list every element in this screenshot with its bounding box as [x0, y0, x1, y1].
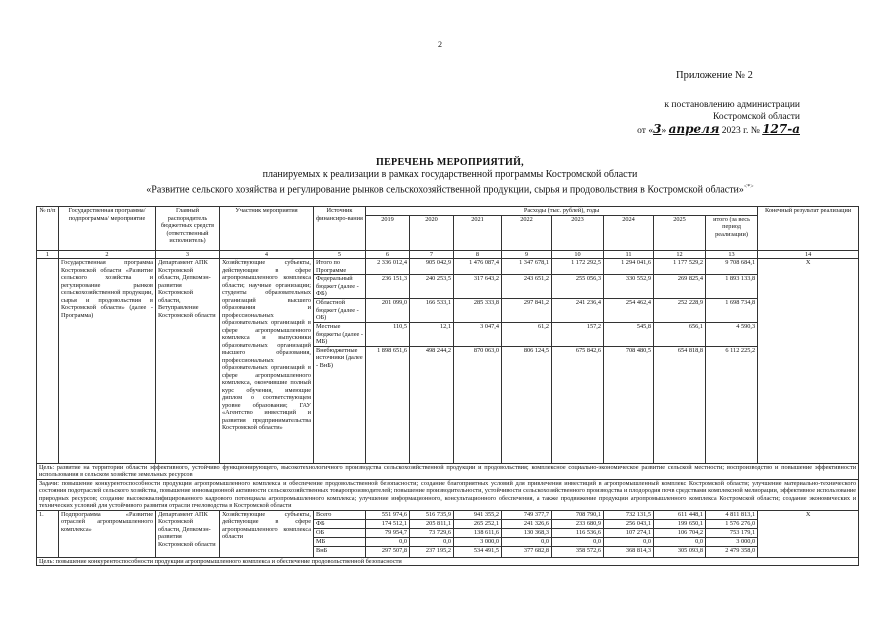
expense-value: 806 124,5 [502, 346, 552, 463]
header-result: Конечный результат реализации [758, 207, 859, 251]
expense-value: 241 236,4 [552, 299, 604, 323]
expense-value: 708 480,5 [604, 346, 654, 463]
title-line-3 [70, 181, 830, 196]
expense-value: 205 811,1 [410, 519, 454, 528]
decree-reference [600, 99, 800, 137]
header-year: 2019 [366, 215, 410, 250]
expense-value: 157,2 [552, 323, 604, 347]
expense-value: 1 698 734,8 [706, 299, 758, 323]
expense-value: 1 347 678,1 [502, 259, 552, 275]
expense-value: 174 512,1 [366, 519, 410, 528]
tasks-row [37, 479, 859, 510]
expense-value: 240 253,5 [410, 275, 454, 299]
expense-value: 79 954,7 [366, 528, 410, 537]
column-number: 4 [220, 250, 314, 259]
expense-value: 377 682,8 [502, 546, 552, 557]
row-number [37, 259, 59, 464]
expense-value: 269 825,4 [654, 275, 706, 299]
header-year: 2021 [454, 215, 502, 250]
header-num: № п/п [37, 207, 59, 251]
measures-table [36, 206, 859, 566]
header-manager: Главный распорядитель бюджетных средств (ответственный исполнитель) [156, 207, 220, 251]
source-row [37, 259, 859, 275]
header-source: Источник финансиро-вания [314, 207, 366, 251]
expense-value: 4 590,3 [706, 323, 758, 347]
header-year: 2024 [604, 215, 654, 250]
title-line-1: ПЕРЕЧЕНЬ МЕРОПРИЯТИЙ, [376, 157, 524, 168]
expense-value: 61,2 [502, 323, 552, 347]
source-label: Федеральный бюджет (далее - ФБ) [314, 275, 366, 299]
column-number: 7 [410, 250, 454, 259]
expense-value: 516 735,9 [410, 510, 454, 519]
expense-value: 297 841,2 [502, 299, 552, 323]
row-participant: Хозяйствующие субъекты, действующие в сфере агропромышленного комплекса области; научные организации; студенты образовательных организаций высшего образования и профессиональных образовательных организаций в сфере агропромышленного комплекса и выпускники образовательных организаций высшего образования, профессиональных образовательных организаций в сфере агропромышленного комплекса, окончившие полный курс обучения, имеющие диплом о соответствующем уровне образования; ГАУ «Агентство инвестиций и развития предпринимательства Костромской области» [220, 259, 314, 464]
expense-value: 1 177 529,2 [654, 259, 706, 275]
row-name: Подпрограмма «Развитие отраслей агропромышленного комплекса» [59, 510, 156, 557]
decree-date-line [600, 123, 800, 137]
expense-value: 0,0 [654, 537, 706, 546]
expense-value: 4 811 813,1 [706, 510, 758, 519]
expense-value: 12,1 [410, 323, 454, 347]
expense-value: 256 043,1 [604, 519, 654, 528]
expense-value: 73 729,6 [410, 528, 454, 537]
column-number: 13 [706, 250, 758, 259]
expense-value: 0,0 [604, 537, 654, 546]
column-number: 8 [454, 250, 502, 259]
source-label: ФБ [314, 519, 366, 528]
expense-value: 1 576 276,0 [706, 519, 758, 528]
expense-value: 243 651,2 [502, 275, 552, 299]
expense-value: 110,5 [366, 323, 410, 347]
expense-value: 0,0 [552, 537, 604, 546]
expense-value: 237 195,2 [410, 546, 454, 557]
expense-value: 0,0 [410, 537, 454, 546]
expense-value: 107 274,1 [604, 528, 654, 537]
column-number: 6 [366, 250, 410, 259]
expense-value: 534 491,5 [454, 546, 502, 557]
handwritten-day: 3 [653, 122, 662, 136]
decree-line-2: Костромской области [713, 112, 800, 122]
source-row [37, 510, 859, 519]
expense-value: 498 244,2 [410, 346, 454, 463]
column-number: 10 [552, 250, 604, 259]
expense-value: 138 611,6 [454, 528, 502, 537]
header-total: итого (за весь период реализации) [706, 215, 758, 250]
column-number: 11 [604, 250, 654, 259]
expense-value: 241 326,6 [502, 519, 552, 528]
source-label: Всего [314, 510, 366, 519]
expense-value: 106 704,2 [654, 528, 706, 537]
source-label: МБ [314, 537, 366, 546]
expense-value: 0,0 [502, 537, 552, 546]
appendix-label: Приложение № 2 [676, 70, 753, 81]
date-prefix: от « [637, 126, 654, 136]
expense-value: 551 974,6 [366, 510, 410, 519]
expense-value: 236 151,3 [366, 275, 410, 299]
row-name: Государственная программа Костромской области «Развитие сельского хозяйства и регулирование рынков сельскохозяйственной продукции, сырья и продовольствия в Костромской области» (далее - Программа) [59, 259, 156, 464]
header-year: 2023 [552, 215, 604, 250]
expense-value: 732 131,5 [604, 510, 654, 519]
column-number: 1 [37, 250, 59, 259]
expense-value: 545,8 [604, 323, 654, 347]
expense-value: 9 708 684,1 [706, 259, 758, 275]
handwritten-month: апреля [668, 122, 720, 136]
source-label: Местные бюджеты (далее - МБ) [314, 323, 366, 347]
expense-value: 305 093,8 [654, 546, 706, 557]
header-year: 2025 [654, 215, 706, 250]
handwritten-number: 127-а [762, 122, 800, 136]
title-line-2: планируемых к реализации в рамках государственной программы Костромской области [262, 169, 638, 180]
column-number: 14 [758, 250, 859, 259]
expense-value: 116 536,6 [552, 528, 604, 537]
expense-value: 611 448,1 [654, 510, 706, 519]
expense-value: 3 047,4 [454, 323, 502, 347]
expense-value: 941 355,2 [454, 510, 502, 519]
expense-value: 199 650,1 [654, 519, 706, 528]
expense-value: 255 056,3 [552, 275, 604, 299]
expense-value: 233 680,9 [552, 519, 604, 528]
header-program: Государственная программа/подпрограмма/ мероприятие [59, 207, 156, 251]
program-title: «Развитие сельского хозяйства и регулирование рынков сельскохозяйственной продукции, сырья и продовольствия в Костромской области» [146, 184, 744, 196]
source-label: Областной бюджет (далее - ОБ) [314, 299, 366, 323]
goal-text: Цель: развитие на территории области эффективного, устойчиво функционирующего, высокотехнологичного производства сельскохозяйственной продукции и продовольствия; комплексное социально-экономическое развитие сельской местности; воспроизводство и повышение эффективности использования в сельском хозяйстве земельных ресурсов [37, 463, 859, 479]
row-number: 1. [37, 510, 59, 557]
header-year: 2020 [410, 215, 454, 250]
footnote-mark: <*> [743, 184, 754, 190]
expense-value: 358 572,6 [552, 546, 604, 557]
header-participant: Участник мероприятия [220, 207, 314, 251]
expense-value: 6 112 225,2 [706, 346, 758, 463]
goal-row [37, 463, 859, 479]
expense-value: 870 063,0 [454, 346, 502, 463]
column-number: 3 [156, 250, 220, 259]
expense-value: 1 893 133,8 [706, 275, 758, 299]
column-numbers-row [37, 250, 859, 259]
expense-value: 3 000,0 [706, 537, 758, 546]
expense-value: 2 479 358,0 [706, 546, 758, 557]
expense-value: 2 336 012,4 [366, 259, 410, 275]
page-number: 2 [438, 40, 442, 49]
expense-value: 0,0 [366, 537, 410, 546]
tasks-text: Задачи: повышение конкурентоспособности продукции агропромышленного комплекса и обеспечение продовольственной безопасности; создание благоприятных условий для привлечения инвестиций в агропромышленный комплекс Костромской области; улучшение материально-технического состояния подотраслей сельского хозяйства, повышение инновационной активности сельскохозяйственных товаропроизводителей; повышение производительности, устойчивости сельскохозяйственного производства и плодородия почв средствами комплексной мелиорации, эффективное использование природных ресурсов; создание высококвалифицированного кадрового потенциала агропромышленного комплекса; улучшение информационного, консультационного обеспечения, а также продвижение продукции агропромышленного комплекса Костромской области; создание экономических и технических условий для устойчивого развития отрасли пчеловодства в Костромской области [37, 479, 859, 510]
expense-value: 1 172 292,5 [552, 259, 604, 275]
expense-value: 166 533,1 [410, 299, 454, 323]
row-manager: Департамент АПК Костромской области, Депкомэн-развития Костромской области [156, 510, 220, 557]
expense-value: 708 790,1 [552, 510, 604, 519]
column-number: 2 [59, 250, 156, 259]
expense-value: 368 814,3 [604, 546, 654, 557]
source-label: Внебюджетные источники (далее - ВнБ) [314, 346, 366, 463]
subprogram-goal-row [37, 557, 859, 566]
expense-value: 130 368,3 [502, 528, 552, 537]
row-manager: Департамент АПК Костромской области, Депкомэн-развития Костромской области, Ветуправление Костромской области [156, 259, 220, 464]
decree-line-1: к постановлению администрации [664, 100, 800, 110]
header-row [37, 207, 859, 216]
expense-value: 675 842,6 [552, 346, 604, 463]
column-number: 12 [654, 250, 706, 259]
expense-value: 905 042,9 [410, 259, 454, 275]
source-label: Итого по Программе [314, 259, 366, 275]
expense-value: 252 228,9 [654, 299, 706, 323]
column-number: 9 [502, 250, 552, 259]
expense-value: 317 643,2 [454, 275, 502, 299]
column-number: 5 [314, 250, 366, 259]
expense-value: 3 000,0 [454, 537, 502, 546]
expense-value: 330 552,9 [604, 275, 654, 299]
expense-value: 201 099,0 [366, 299, 410, 323]
expense-value: 654 818,8 [654, 346, 706, 463]
source-label: ОБ [314, 528, 366, 537]
expense-value: 749 377,7 [502, 510, 552, 519]
expense-value: 265 252,1 [454, 519, 502, 528]
expense-value: 1 898 651,6 [366, 346, 410, 463]
expense-value: 1 294 041,6 [604, 259, 654, 275]
subprogram-goal-text: Цель: повышение конкурентоспособности продукции агропромышленного комплекса и обеспечение продовольственной безопасности [37, 557, 859, 566]
source-label: ВнБ [314, 546, 366, 557]
document-title [70, 157, 830, 196]
row-participant: Хозяйствующие субъекты, действующие в сфере агропромышленного комплекса области [220, 510, 314, 557]
date-mid: » [661, 126, 667, 136]
row-result: Х [758, 259, 859, 464]
row-result: Х [758, 510, 859, 557]
expense-value: 254 462,4 [604, 299, 654, 323]
expense-value: 753 179,1 [706, 528, 758, 537]
expense-value: 1 476 087,4 [454, 259, 502, 275]
header-year: 2022 [502, 215, 552, 250]
expense-value: 656,1 [654, 323, 706, 347]
expense-value: 285 333,8 [454, 299, 502, 323]
year-text: 2023 г. № [721, 126, 760, 136]
expense-value: 297 507,8 [366, 546, 410, 557]
header-expenses: Расходы (тыс. рублей), годы [366, 207, 758, 216]
